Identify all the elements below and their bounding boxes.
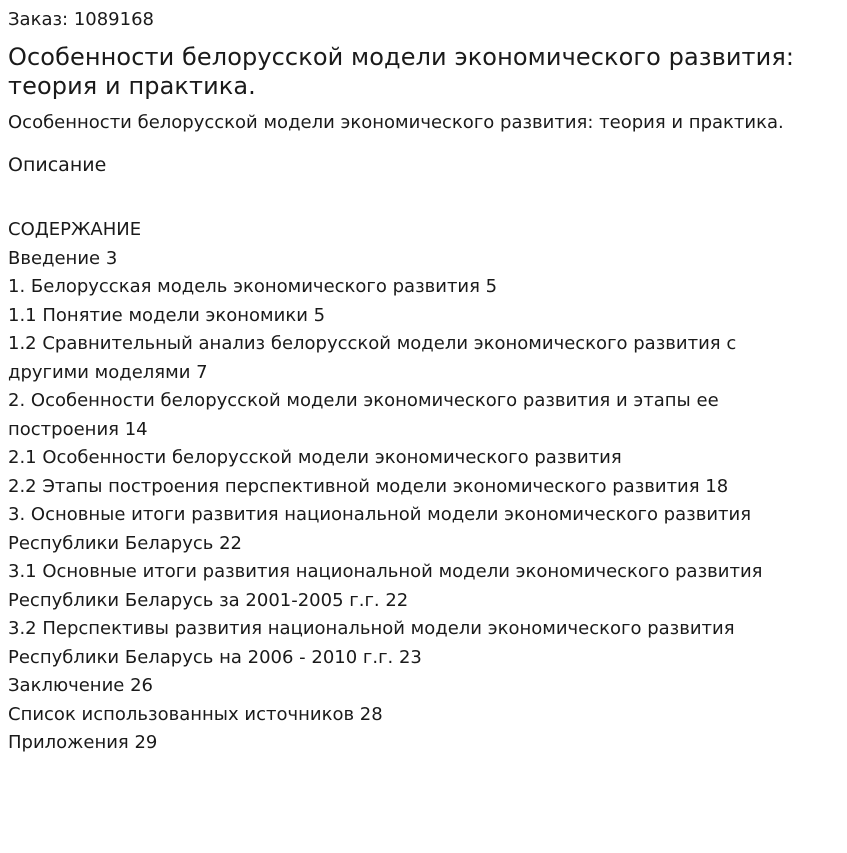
toc-item: 1.1 Понятие модели экономики 5 bbox=[8, 304, 326, 326]
toc-item: Список использованных источников 28 bbox=[8, 703, 383, 725]
toc-heading: СОДЕРЖАНИЕ bbox=[8, 219, 142, 240]
toc-item: Заключение 26 bbox=[8, 675, 153, 696]
toc-item: 2. Особенности белорусской модели экономического развития и этапы ее построения 14 bbox=[8, 390, 719, 440]
toc-item: 3.2 Перспективы развития национальной модели экономического развития Республики Беларусь на 2006 - 2010 г.г. 23 bbox=[8, 618, 735, 668]
page-title: Особенности белорусской модели экономического развития: теория и практика. bbox=[8, 43, 795, 100]
toc-item: Введение 3 bbox=[8, 247, 118, 269]
table-of-contents bbox=[8, 216, 839, 758]
description-label: Описание bbox=[8, 154, 107, 176]
order-number: Заказ: 1089168 bbox=[8, 9, 154, 30]
toc-item: 3.1 Основные итоги развития национальной модели экономического развития Республики Беларусь за 2001-2005 г.г. 22 bbox=[8, 561, 763, 611]
toc-item: Приложения 29 bbox=[8, 732, 158, 753]
toc-item: 1. Белорусская модель экономического развития 5 bbox=[8, 276, 498, 297]
page-subtitle: Особенности белорусской модели экономического развития: теория и практика. bbox=[8, 112, 784, 133]
toc-item: 1.2 Сравнительный анализ белорусской модели экономического развития с другими моделями 7 bbox=[8, 333, 737, 383]
toc-item: 3. Основные итоги развития национальной модели экономического развития Республики Беларусь 22 bbox=[8, 504, 752, 554]
toc-item: 2.1 Особенности белорусской модели экономического развития bbox=[8, 447, 622, 468]
toc-item: 2.2 Этапы построения перспективной модели экономического развития 18 bbox=[8, 475, 729, 497]
